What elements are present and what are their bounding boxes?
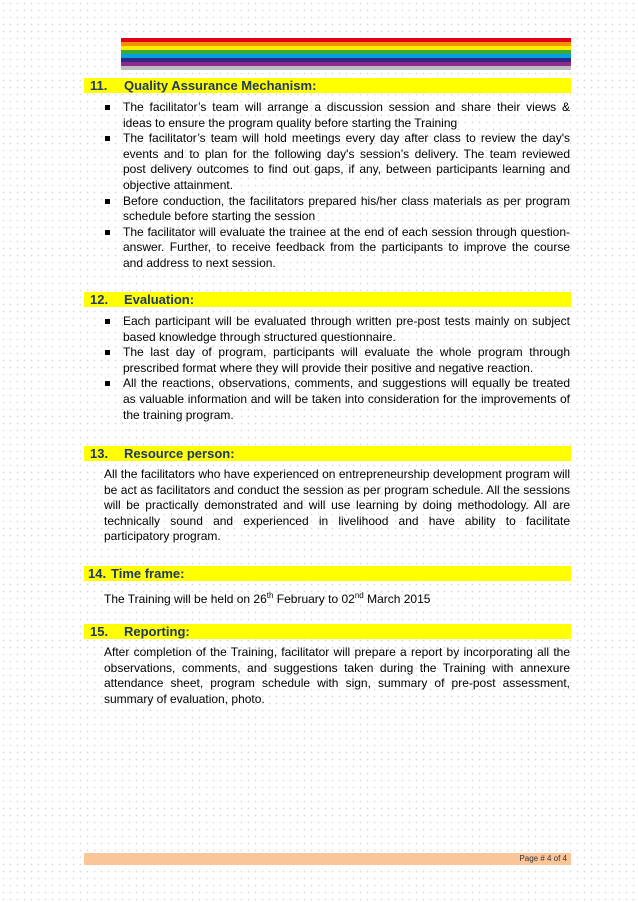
section-15-body: After completion of the Training, facilitator will prepare a report by incorporating all the observations, comments, and suggestions taken during the Training with annexure attendance sheet, program schedule with sign, summary of pre-post assessment, summary of evaluation, photo. [104, 645, 570, 706]
section-14-heading [84, 566, 571, 581]
section-12-list [103, 314, 570, 423]
rainbow-header-banner [121, 38, 571, 70]
page-number: Page # 4 of 4 [519, 854, 567, 863]
section-number: 12. [90, 292, 109, 307]
section-number: 14. [88, 566, 107, 581]
section-11-heading [84, 78, 571, 93]
section-15-heading [84, 624, 571, 639]
footer-bar [84, 853, 571, 865]
list-item: The facilitator will evaluate the trainee at the end of each session through question-answer. Further, to receive feedback from the participants to improve the course and address to next session. [103, 225, 570, 272]
ordinal-suffix: th [266, 591, 274, 600]
list-item: The facilitator’s team will arrange a discussion session and share their views & ideas to ensure the program quality before starting the Training [103, 100, 570, 131]
section-title: Time frame: [111, 566, 185, 581]
section-12-heading [84, 292, 571, 307]
section-title: Quality Assurance Mechanism: [124, 78, 317, 93]
section-14-body [104, 588, 570, 608]
rainbow-stripe [121, 66, 571, 70]
section-number: 13. [90, 446, 109, 461]
section-number: 11. [90, 78, 108, 93]
list-item: The last day of program, participants will evaluate the whole program through prescribed format where they will provide their positive and negative reaction. [103, 345, 570, 376]
list-item: Each participant will be evaluated through written pre-post tests mainly on subject based knowledge through structured questionnaire. [103, 314, 570, 345]
section-13-body: All the facilitators who have experienced on entrepreneurship development program will be act as facilitators and conduct the session as per program schedule. All the sessions will be practically demonstrated and will use learning by doing methodology. All are technically sound and experienced in livelihood and have ability to facilitate participatory program. [104, 467, 570, 544]
section-13-heading [84, 446, 571, 461]
time-frame-text: February to 02 [273, 592, 355, 606]
time-frame-text: March 2015 [363, 592, 431, 606]
list-item: The facilitator’s team will hold meetings every day after class to review the day's events and to plan for the following day's session’s delivery. The team reviewed post delivery outcomes to find out gaps, if any, between participants learning and objective attainment. [103, 131, 570, 193]
ordinal-suffix: nd [354, 591, 364, 600]
time-frame-text: The Training will be held on 26 [104, 592, 267, 606]
list-item: All the reactions, observations, comments, and suggestions will equally be treated as valuable information and will be taken into consideration for the improvements of the training program. [103, 376, 570, 423]
section-title: Reporting: [124, 624, 190, 639]
section-title: Evaluation: [124, 292, 195, 307]
section-number: 15. [90, 624, 109, 639]
section-title: Resource person: [124, 446, 235, 461]
section-11-list [103, 100, 570, 272]
list-item: Before conduction, the facilitators prepared his/her class materials as per program schedule before starting the session [103, 194, 570, 225]
